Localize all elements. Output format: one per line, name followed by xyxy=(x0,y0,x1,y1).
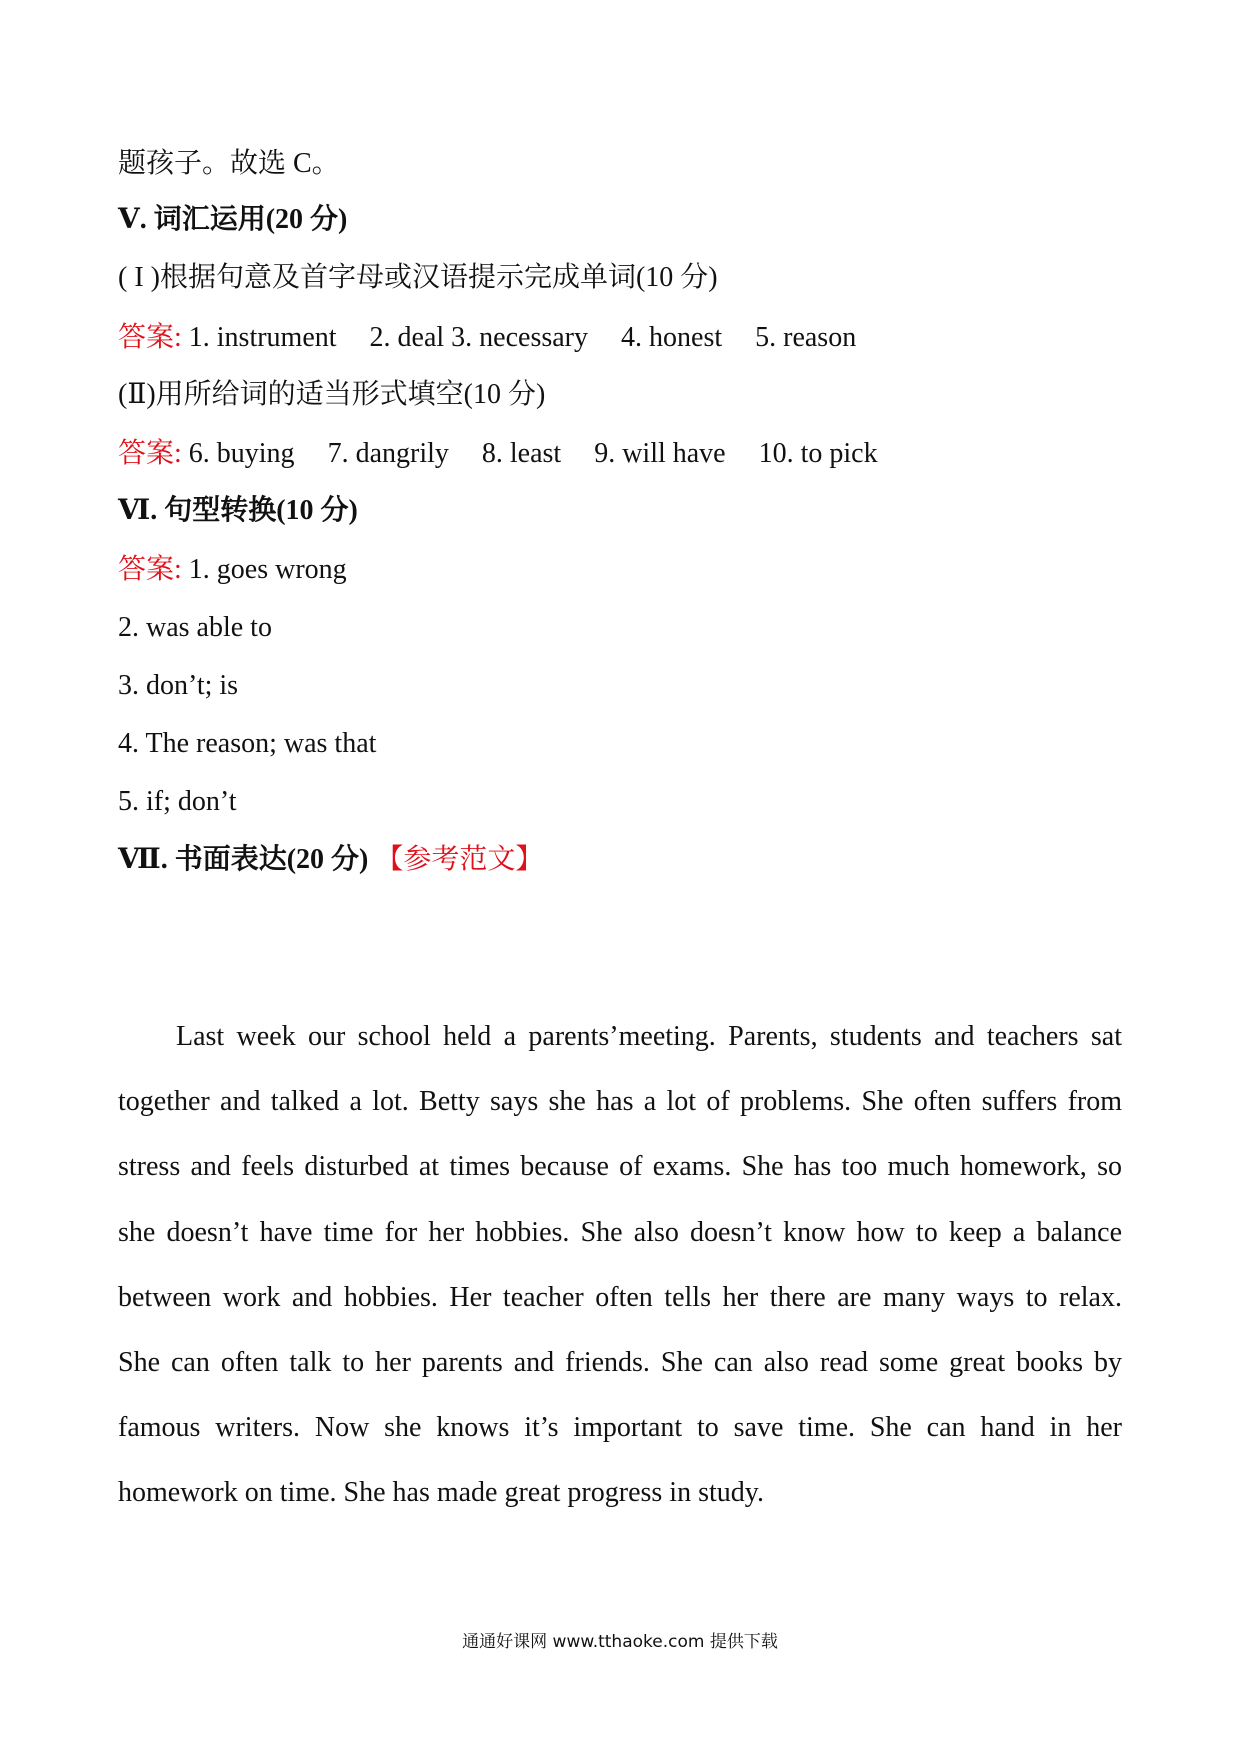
essay-line: famous writers. Now she knows it’s important to save time. She can hand in her xyxy=(118,1412,1122,1444)
answer-item: 7. dangrily xyxy=(327,438,449,469)
sample-essay xyxy=(118,1004,1122,1526)
essay-line: Last week our school held a parents’meeting. Parents, students and teachers sat xyxy=(176,1021,1122,1052)
essay-line: stress and feels disturbed at times because of exams. She has too much homework, so xyxy=(118,1151,1122,1183)
sample-essay-tag: 【参考范文】 xyxy=(375,844,544,875)
essay-line: together and talked a lot. Betty says she has a lot of problems. She often suffers from xyxy=(118,1086,1122,1118)
essay-line: She can often talk to her parents and friends. She can also read some great books by xyxy=(118,1346,1122,1378)
section-5-part-2-answers xyxy=(118,434,878,474)
section-6-answer-5 xyxy=(118,782,236,822)
footer-text: 通通好课网 www.tthaoke.com 提供下载 xyxy=(462,1632,778,1652)
part-2-title-text: (Ⅱ)用所给词的适当形式填空(10 分) xyxy=(118,379,546,410)
answer-item: 5. if; don’t xyxy=(118,786,237,817)
section-6-answer-3 xyxy=(118,666,238,706)
answer-item: 6. buying xyxy=(188,438,295,469)
section-5-heading xyxy=(118,200,347,240)
essay-line: between work and hobbies. Her teacher often tells her there are many ways to relax. xyxy=(118,1281,1122,1313)
section-5-part-1-title xyxy=(118,258,718,298)
text-line-continuation xyxy=(118,144,340,184)
answer-item: 10. to pick xyxy=(758,438,878,469)
section-7-heading xyxy=(118,840,543,880)
answer-label: 答案: xyxy=(118,322,182,353)
answer-item: 9. will have xyxy=(594,438,726,469)
part-1-title-text: ( I )根据句意及首字母或汉语提示完成单词(10 分) xyxy=(118,262,718,293)
answer-item: 3. don’t; is xyxy=(118,670,239,701)
answer-item: 8. least xyxy=(481,438,562,469)
section-6-answer-4 xyxy=(118,724,376,764)
answer-item: 1. instrument xyxy=(188,322,337,353)
page-footer xyxy=(0,1630,1240,1654)
section-5-heading-text: Ⅴ. 词汇运用(20 分) xyxy=(118,204,348,235)
section-6-answer-2 xyxy=(118,608,272,648)
section-5-part-2-title xyxy=(118,375,545,415)
continuation-text: 题孩子。故选 C。 xyxy=(118,148,340,179)
answer-label: 答案: xyxy=(118,438,182,469)
answer-item: 1. goes wrong xyxy=(188,554,347,585)
answer-item: 2. deal 3. necessary xyxy=(369,322,589,353)
section-7-heading-text: Ⅶ. 书面表达(20 分) xyxy=(118,844,369,875)
section-6-heading xyxy=(118,491,358,531)
essay-line: she doesn’t have time for her hobbies. She also doesn’t know how to keep a balance xyxy=(118,1216,1122,1248)
answer-item: 5. reason xyxy=(755,322,857,353)
answer-item: 4. honest xyxy=(621,322,723,353)
answer-label: 答案: xyxy=(118,554,182,585)
section-5-part-1-answers xyxy=(118,318,856,358)
answer-item: 4. The reason; was that xyxy=(118,728,377,759)
answer-item: 2. was able to xyxy=(118,612,272,643)
section-6-answer-1 xyxy=(118,550,347,590)
essay-line: homework on time. She has made great progress in study. xyxy=(118,1477,764,1509)
section-6-heading-text: Ⅵ. 句型转换(10 分) xyxy=(118,495,358,526)
